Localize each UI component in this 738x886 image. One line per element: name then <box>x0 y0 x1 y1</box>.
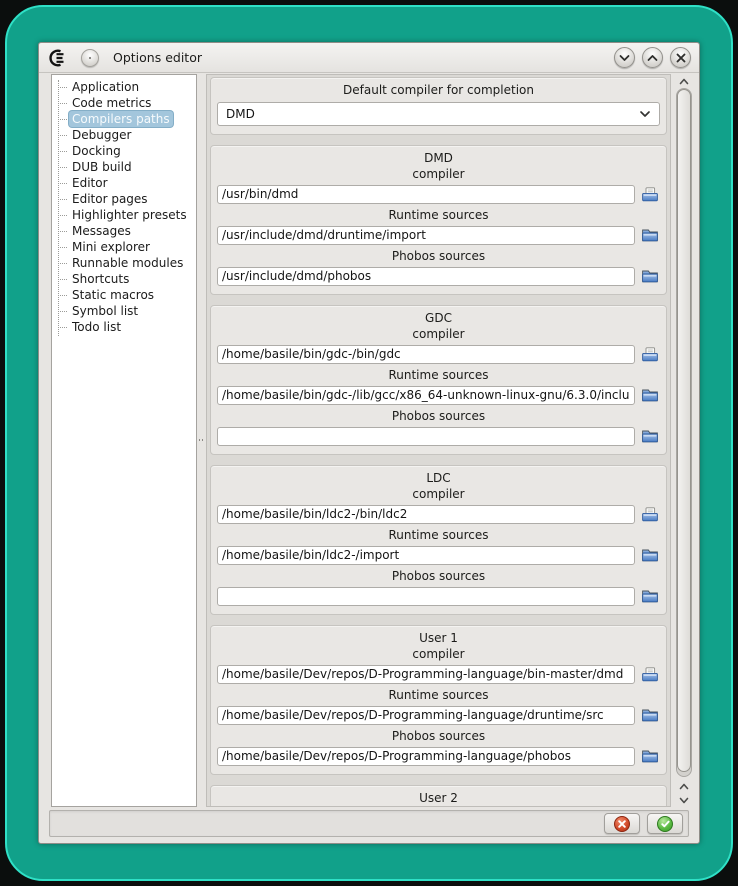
splitter-handle[interactable] <box>197 74 206 807</box>
sidebar-item-label: Runnable modules <box>72 256 184 270</box>
sidebar-item-symbol-list[interactable] <box>52 303 196 319</box>
sidebar-item-dub-build[interactable] <box>52 159 196 175</box>
chevron-up-icon <box>647 54 658 62</box>
path-field-row <box>217 184 660 204</box>
sidebar-item-label: Application <box>72 80 140 94</box>
unshade-button[interactable] <box>642 47 663 68</box>
scrollbar-track[interactable] <box>676 88 692 777</box>
field-label: compiler <box>412 487 465 501</box>
open-file-icon <box>641 667 659 682</box>
path-input[interactable] <box>217 747 635 766</box>
sidebar-item-label: Docking <box>72 144 121 158</box>
window-title: Options editor <box>113 50 202 65</box>
field-label: Phobos sources <box>391 249 486 263</box>
path-input[interactable] <box>217 587 635 606</box>
groupbox-user-2 <box>210 785 667 807</box>
path-field-row <box>217 545 660 565</box>
sidebar-item-debugger[interactable] <box>52 127 196 143</box>
default-compiler-combobox[interactable] <box>217 102 660 126</box>
path-input[interactable] <box>217 226 635 245</box>
field-label: Phobos sources <box>391 729 486 743</box>
path-input[interactable] <box>217 546 635 565</box>
sidebar-item-label: Highlighter presets <box>72 208 187 222</box>
shade-button[interactable] <box>614 47 635 68</box>
path-input[interactable] <box>217 706 635 725</box>
sidebar-item-shortcuts[interactable] <box>52 271 196 287</box>
sidebar-item-code-metrics[interactable] <box>52 95 196 111</box>
statusbar <box>49 810 689 837</box>
sidebar-item-compilers-paths[interactable] <box>52 111 196 127</box>
field-label: Runtime sources <box>388 368 489 382</box>
folder-icon <box>641 228 659 243</box>
path-field-row <box>217 266 660 286</box>
field-label: compiler <box>412 647 465 661</box>
chevron-down-icon <box>679 797 689 804</box>
path-field-row <box>217 705 660 725</box>
open-file-icon <box>641 507 659 522</box>
field-label: Runtime sources <box>388 528 489 542</box>
path-field-row <box>217 504 660 524</box>
sidebar-item-label: Editor <box>72 176 108 190</box>
sidebar-item-mini-explorer[interactable] <box>52 239 196 255</box>
groupbox-dmd <box>210 145 667 295</box>
sidebar-item-label: Debugger <box>72 128 132 142</box>
sidebar-item-label: Static macros <box>72 288 155 302</box>
path-field-row <box>217 385 660 405</box>
sidebar-item-label: Editor pages <box>72 192 148 206</box>
sidebar-item-editor[interactable] <box>52 175 196 191</box>
sidebar-item-label: Mini explorer <box>72 240 150 254</box>
coedit-logo-icon <box>47 48 69 68</box>
splitter-grip-icon <box>199 439 204 441</box>
sidebar-item-docking[interactable] <box>52 143 196 159</box>
cancel-icon <box>614 816 630 832</box>
sidebar-item-messages[interactable] <box>52 223 196 239</box>
sidebar-item-application[interactable] <box>52 79 196 95</box>
chevron-up-icon <box>679 78 689 85</box>
path-field-row <box>217 586 660 606</box>
sidebar-item-editor-pages[interactable] <box>52 191 196 207</box>
cancel-button[interactable] <box>604 813 640 834</box>
path-field-row <box>217 664 660 684</box>
browse-button[interactable] <box>640 707 660 724</box>
client-area <box>39 73 699 810</box>
groupbox-title: Default compiler for completion <box>343 83 534 97</box>
path-input[interactable] <box>217 267 635 286</box>
browse-button[interactable] <box>640 506 660 523</box>
sidebar-item-runnable-modules[interactable] <box>52 255 196 271</box>
browse-button[interactable] <box>640 588 660 605</box>
options-editor-window <box>38 42 700 844</box>
open-file-icon <box>641 187 659 202</box>
ok-button[interactable] <box>647 813 683 834</box>
browse-button[interactable] <box>640 428 660 445</box>
sidebar-item-label: Todo list <box>72 320 122 334</box>
scroll-up-button[interactable] <box>673 74 695 88</box>
sidebar-item-label: Compilers paths <box>69 111 173 127</box>
path-input[interactable] <box>217 185 635 204</box>
path-field-row <box>217 746 660 766</box>
scrollbar-step-buttons <box>673 777 695 807</box>
sidebar-item-todo-list[interactable] <box>52 319 196 335</box>
path-input[interactable] <box>217 665 635 684</box>
sidebar-item-label: Messages <box>72 224 131 238</box>
sidebar-item-label: Symbol list <box>72 304 139 318</box>
field-label: Runtime sources <box>388 688 489 702</box>
titlebar-buttons <box>614 47 691 68</box>
window-menu-button[interactable] <box>81 49 99 67</box>
vertical-scrollbar[interactable] <box>673 74 695 807</box>
path-input[interactable] <box>217 386 635 405</box>
browse-button[interactable] <box>640 227 660 244</box>
options-panel <box>206 74 671 807</box>
field-label: Phobos sources <box>391 569 486 583</box>
browse-button[interactable] <box>640 387 660 404</box>
groupbox-user-1 <box>210 625 667 775</box>
scroll-up-button-bottom[interactable] <box>673 779 695 793</box>
field-label: Runtime sources <box>388 208 489 222</box>
path-input[interactable] <box>217 427 635 446</box>
groupbox-gdc <box>210 305 667 455</box>
groupbox-title: User 1 <box>419 631 458 645</box>
field-label: compiler <box>412 167 465 181</box>
groupbox-title: DMD <box>424 151 453 165</box>
groupbox-ldc <box>210 465 667 615</box>
folder-icon <box>641 269 659 284</box>
groupbox-title: LDC <box>426 471 451 485</box>
combobox-value: DMD <box>226 107 255 121</box>
sidebar-item-label: DUB build <box>72 160 132 174</box>
scrollbar-thumb[interactable] <box>677 89 691 772</box>
sidebar-item-label: Shortcuts <box>72 272 130 286</box>
ok-icon <box>657 816 673 832</box>
folder-icon <box>641 388 659 403</box>
groupbox-title: GDC <box>425 311 452 325</box>
sidebar-item-label: Code metrics <box>72 96 152 110</box>
path-field-row <box>217 344 660 364</box>
browse-button[interactable] <box>640 186 660 203</box>
sidebar-item-highlighter-presets[interactable] <box>52 207 196 223</box>
browse-button[interactable] <box>640 346 660 363</box>
field-label: Phobos sources <box>391 409 486 423</box>
path-field-row <box>217 426 660 446</box>
folder-icon <box>641 548 659 563</box>
close-icon <box>676 53 686 63</box>
folder-icon <box>641 708 659 723</box>
default-compiler-groupbox <box>210 77 667 135</box>
folder-icon <box>641 589 659 604</box>
folder-icon <box>641 429 659 444</box>
folder-icon <box>641 749 659 764</box>
browse-button[interactable] <box>640 666 660 683</box>
browse-button[interactable] <box>640 268 660 285</box>
close-button[interactable] <box>670 47 691 68</box>
category-tree <box>51 74 197 807</box>
path-input[interactable] <box>217 505 635 524</box>
chevron-up-icon <box>679 783 689 790</box>
chevron-down-icon <box>639 110 651 118</box>
path-input[interactable] <box>217 345 635 364</box>
open-file-icon <box>641 347 659 362</box>
field-label: compiler <box>412 327 465 341</box>
sidebar-item-static-macros[interactable] <box>52 287 196 303</box>
scroll-down-button[interactable] <box>673 793 695 807</box>
browse-button[interactable] <box>640 547 660 564</box>
browse-button[interactable] <box>640 748 660 765</box>
chevron-down-icon <box>619 54 630 62</box>
path-field-row <box>217 225 660 245</box>
groupbox-title: User 2 <box>419 791 458 805</box>
titlebar[interactable] <box>39 43 699 73</box>
